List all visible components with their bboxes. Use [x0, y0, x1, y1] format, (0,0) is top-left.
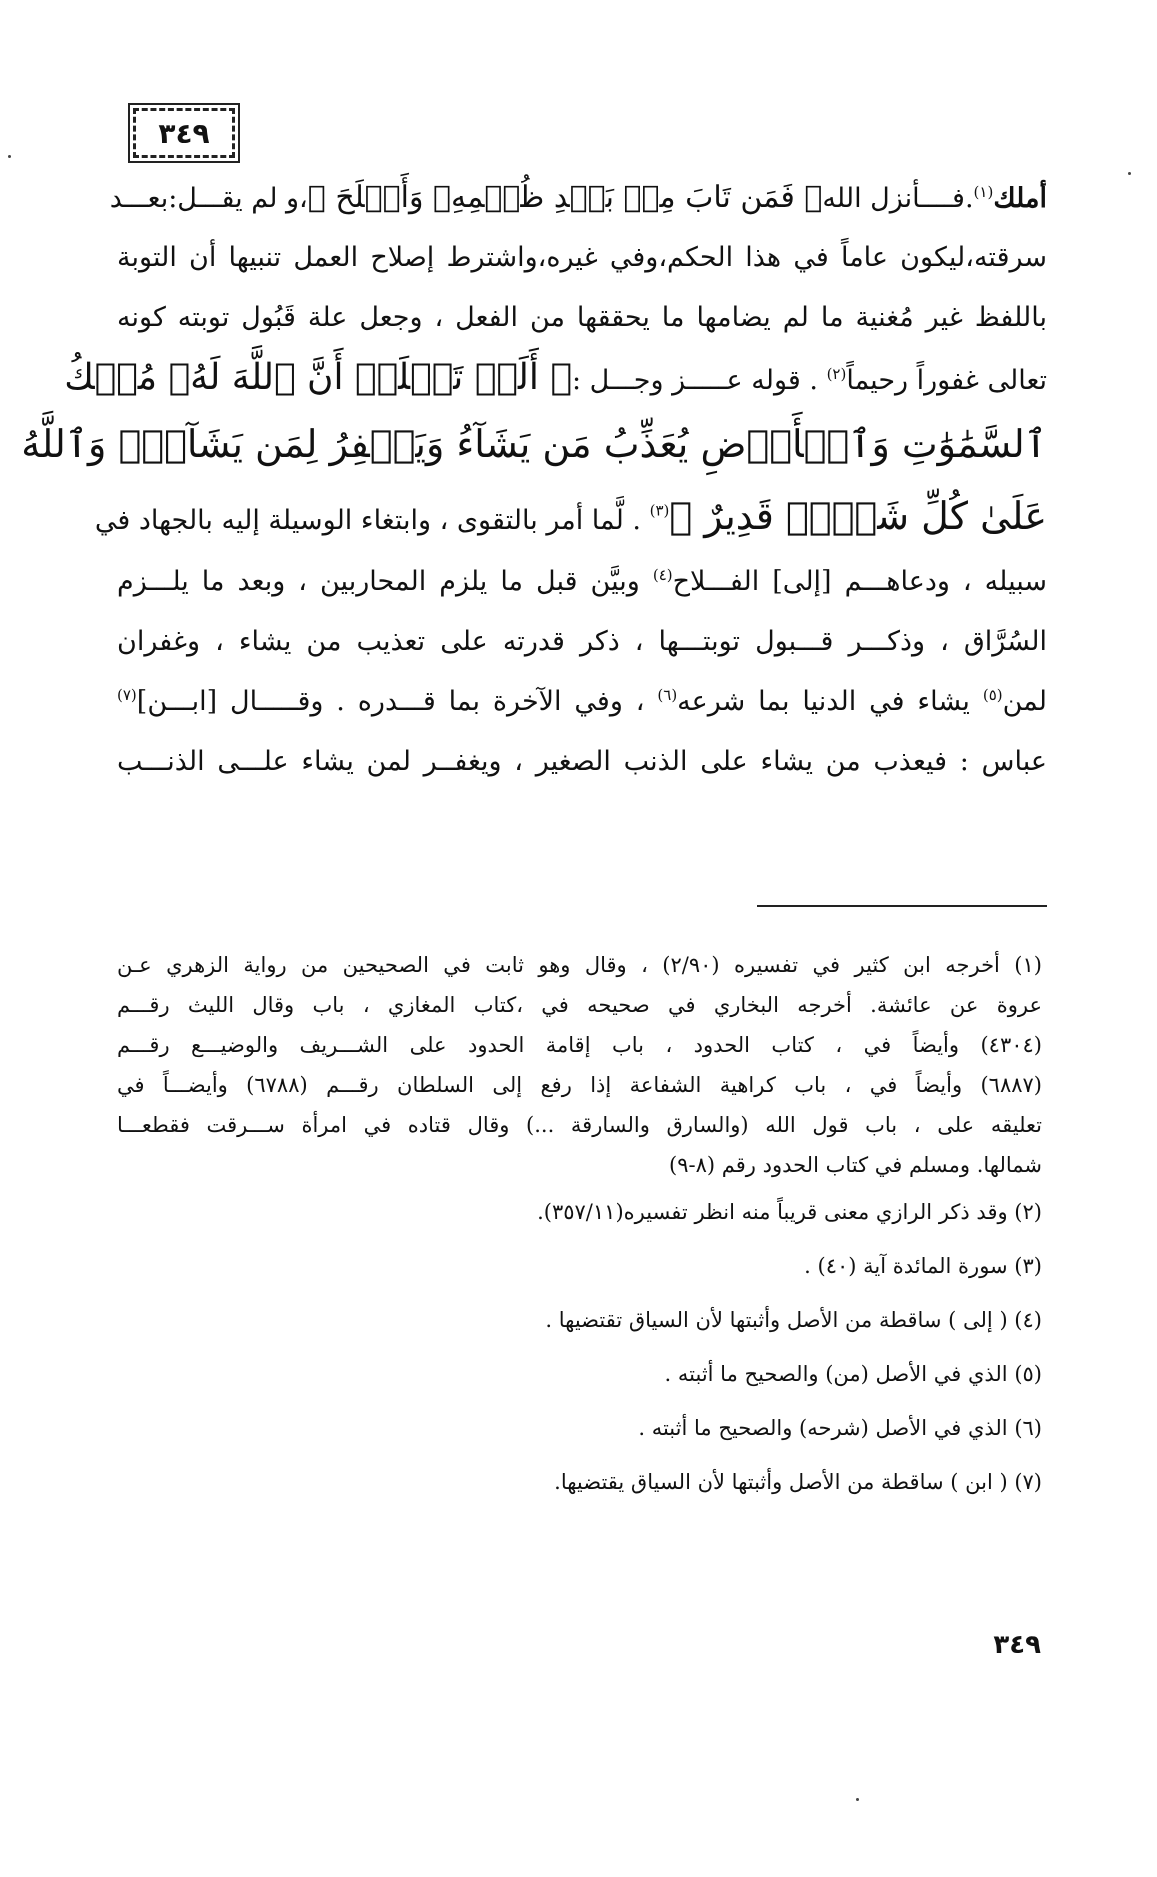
- text-segment: . لَّما أمر بالتقوى ، وابتغاء الوسيلة إليه بالجهاد في: [94, 505, 650, 536]
- page-number-header-text: ٣٤٩: [158, 116, 210, 150]
- text-line-6: [94, 480, 1047, 552]
- footnote-1: [117, 945, 1042, 1185]
- scan-speck: [856, 1798, 859, 1801]
- text-segment: تعالى غفوراً رحيماً: [846, 365, 1047, 396]
- text-line-10: عباس : فيعذب من يشاء على الذنب الصغير ، ويغفــر لمن يشاء علـــى الذنـــب: [117, 746, 1047, 777]
- text-line-5: [21, 408, 1047, 480]
- text-line-9: [117, 672, 1047, 732]
- text-line-1: [109, 168, 1047, 228]
- text-segment: سبيله ، ودعاهـــم [إلى] الفـــلاح: [672, 566, 1047, 597]
- footnote-ref: (٣): [649, 501, 670, 520]
- footnote-line: (٤٣٠٤) وأيضاً في ، كتاب الحدود ، باب إقامة الحدود على الشـــريف والوضيـــع رقـــم: [117, 1033, 1042, 1057]
- footnote-ref: (٢): [826, 365, 847, 383]
- quran-verse: عَلَىٰ كُلِّ شَيۡءٖ قَدِيرٌ ﴾: [669, 494, 1047, 538]
- text-line-2: سرقته،ليكون عاماً في هذا الحكم،وفي غيره،واشترط إصلاح العمل تنبيها أن التوبة: [117, 242, 1047, 273]
- footnote-ref: (٦): [657, 686, 678, 704]
- footnote-6: (٦) الذي في الأصل (شرحه) والصحيح ما أثبته .: [638, 1416, 1042, 1440]
- footnote-5: (٥) الذي في الأصل (من) والصحيح ما أثبته .: [664, 1362, 1042, 1386]
- quran-verse: ٱلسَّمَٰوَٰتِ وَٱلۡأَرۡضِ يُعَذِّبُ مَن يَشَآءُ وَيَغۡفِرُ لِمَن يَشَآءُۗ وَٱللَّهُ: [21, 422, 1047, 466]
- text-line-8: السُرَّاق ، وذكـــر قـــبول توبتـــها ، ذكر قدرته على تعذيب من يشاء ، وغفران: [117, 626, 1047, 657]
- page-number-footer: ٣٤٩: [993, 1630, 1041, 1660]
- footnote-line: تعليقه على ، باب قول الله (والسارق والسارقة ...) وقال قتاده في امرأة ســـرقت فقطعـــا: [117, 1113, 1042, 1137]
- footnote-ref: (٤): [652, 566, 673, 584]
- text-line-3: باللفظ غير مُغنية ما لم يضامها ما يحققها من الفعل ، وجعل علة قَبُول توبته كونه: [117, 302, 1047, 333]
- text-segment: وبيَّن قبل ما يلزم المحاربين ، وبعد ما يلـــزم: [117, 566, 653, 597]
- text-segment: لمن: [1002, 686, 1048, 717]
- footnote-ref: (٥): [982, 686, 1003, 704]
- footnote-line: (٦٨٨٧) وأيضاً في ، باب كراهية الشفاعة إذا رفع إلى السلطان رقـــم (٦٧٨٨) وأيضـــاً في: [117, 1073, 1042, 1097]
- text-segment: ، وفي الآخرة بما قـــدره . وقـــــال [ابـــن]: [136, 686, 658, 717]
- footnote-2: (٢) وقد ذكر الرازي معنى قريباً منه انظر تفسيره(٣٥٧/١١).: [537, 1200, 1042, 1224]
- page-number-header: [133, 108, 235, 158]
- text-segment: ،و لم يقـــل:بعـــد: [109, 183, 308, 214]
- scan-speck: [1128, 172, 1131, 175]
- footnote-line: شمالها. ومسلم في كتاب الحدود رقم (٨-٩): [669, 1153, 1042, 1177]
- text-line-7: [117, 552, 1047, 612]
- footnote-divider: [757, 905, 1047, 907]
- footnote-4: (٤) ( إلى ) ساقطة من الأصل وأثبتها لأن السياق تقتضيها .: [545, 1308, 1042, 1332]
- text-segment: يشاء في الدنيا بما شرعه: [677, 686, 983, 717]
- footnotes: [117, 945, 1042, 1509]
- text-segment: .فــــأنزل الله: [822, 183, 974, 214]
- footnote-ref: (٧): [117, 686, 137, 704]
- text-line-4: [64, 348, 1047, 408]
- footnote-line: (١) أخرجه ابن كثير في تفسيره (٢/٩٠) ، وقال وهو ثابت في الصحيحين من رواية الزهري عـن: [117, 953, 1042, 977]
- quran-verse: ﴿ أَلَمۡ تَعۡلَمۡ أَنَّ ٱللَّهَ لَهُۥ مُلۡكُ: [64, 357, 572, 398]
- text-segment: أملك: [993, 183, 1047, 214]
- main-text: [21, 168, 1048, 792]
- footnote-3: (٣) سورة المائدة آية (٤٠) .: [804, 1254, 1042, 1278]
- footnote-7: (٧) ( ابن ) ساقطة من الأصل وأثبتها لأن السياق يقتضيها.: [554, 1470, 1042, 1494]
- text-segment: . قوله عـــــز وجـــل :: [571, 365, 827, 396]
- footnote-line: عروة عن عائشة. أخرجه البخاري في صحيحه في ،كتاب المغازي ، باب وقال الليث رقـــم: [117, 993, 1042, 1017]
- footnote-ref: (١): [973, 183, 994, 201]
- quran-verse: ﴿ فَمَن تَابَ مِنۢ بَعۡدِ ظُلۡمِهِۦ وَأَصۡلَحَ ﴾: [307, 180, 823, 215]
- scan-speck: [8, 155, 11, 158]
